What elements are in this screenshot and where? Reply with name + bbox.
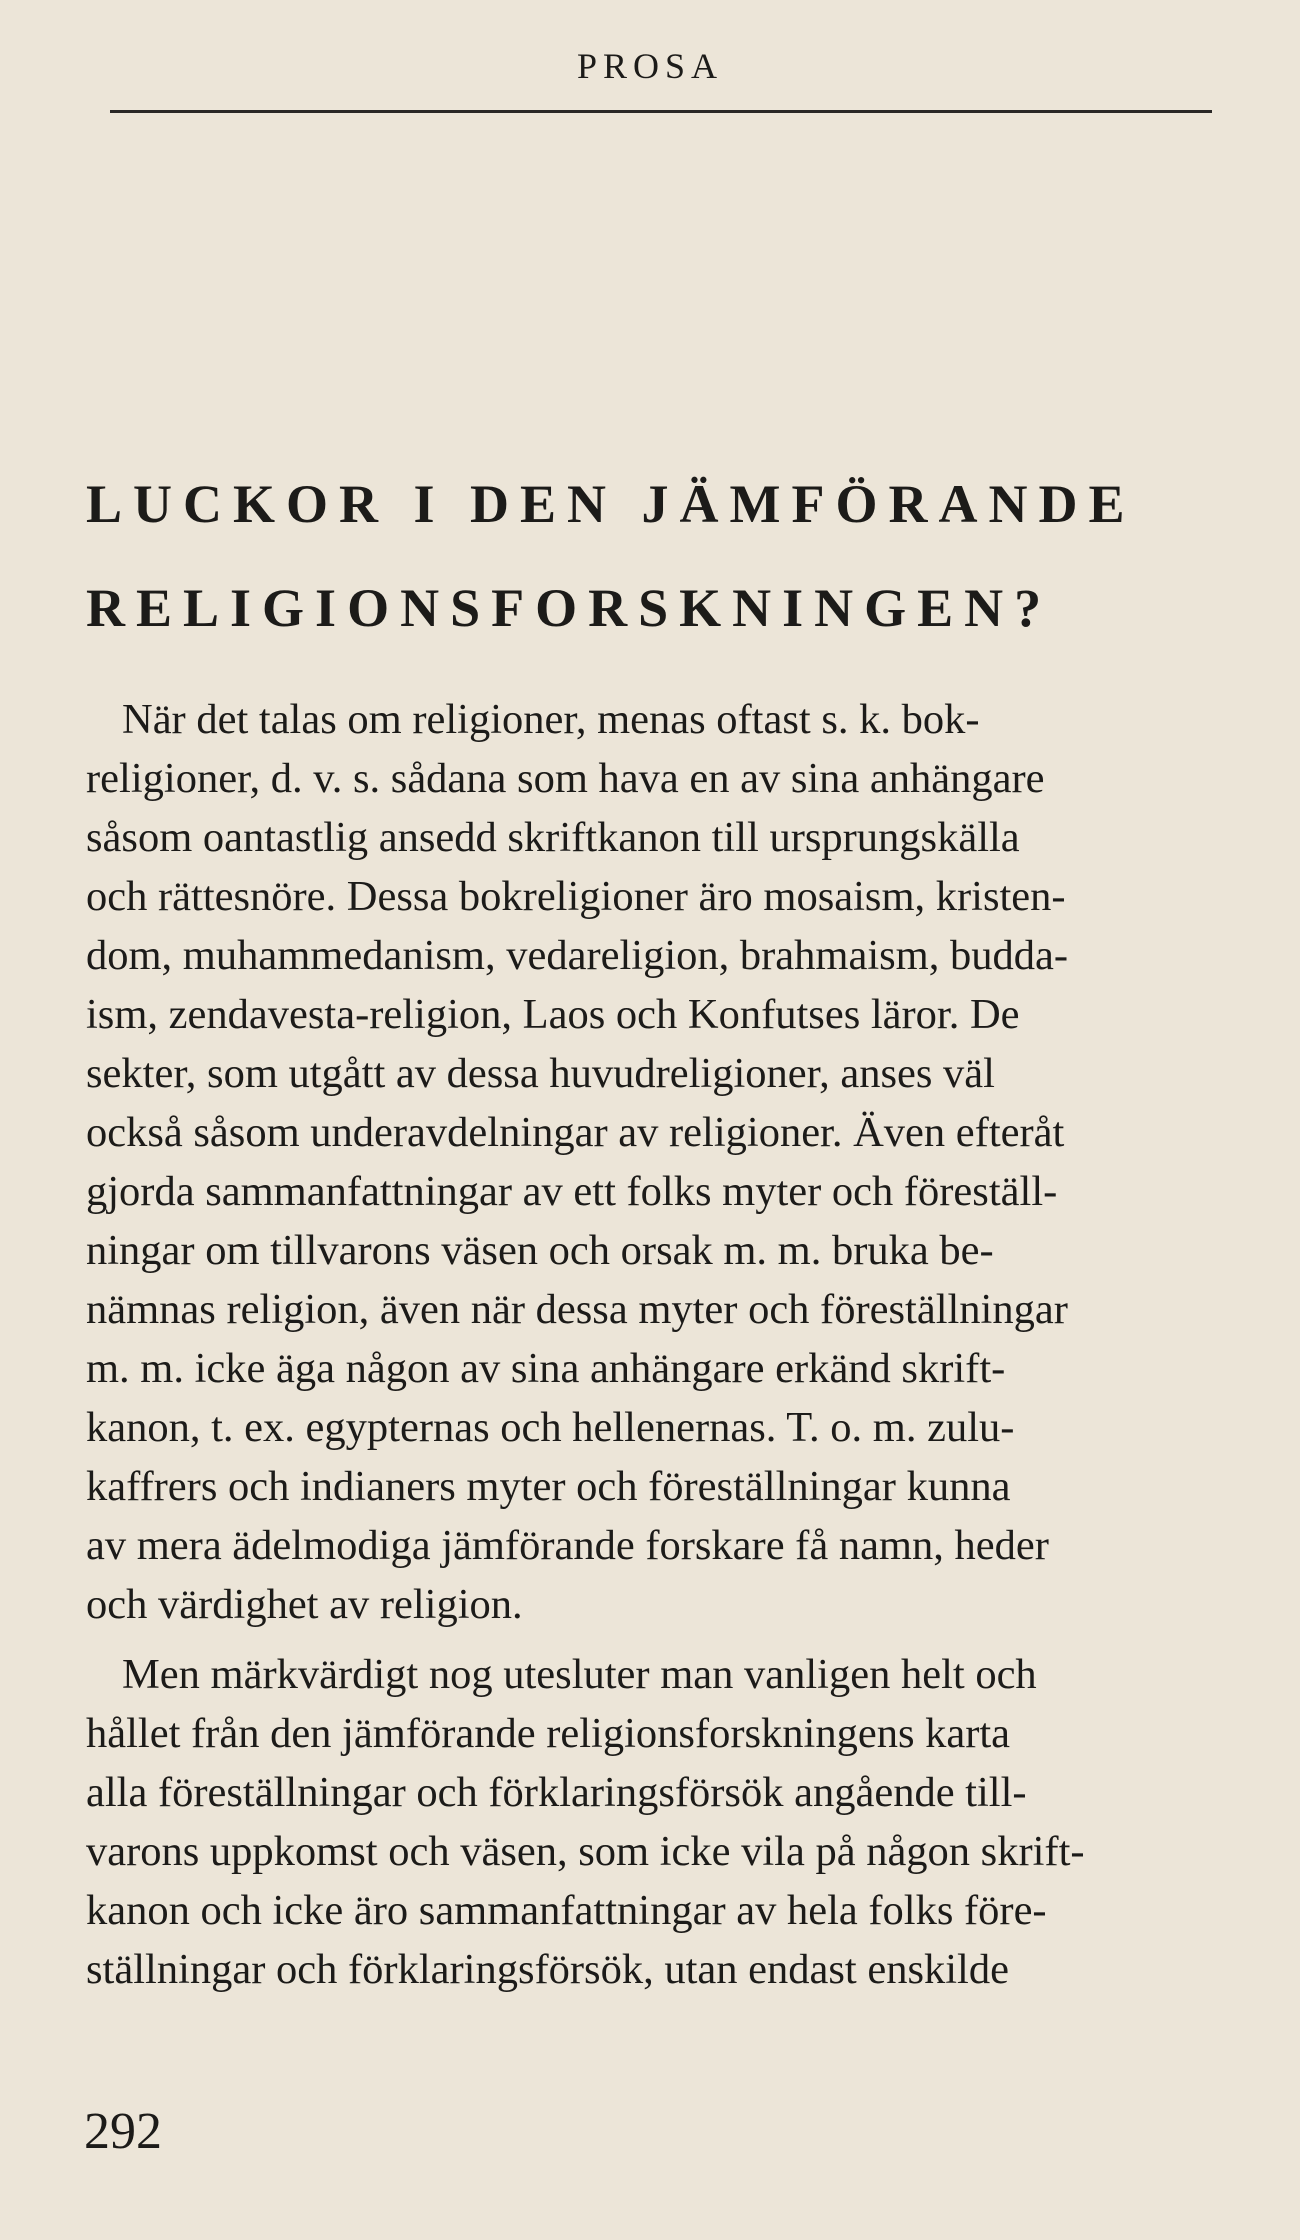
body-text (86, 690, 1214, 1999)
text-line: kanon och icke äro sammanfattningar av hela folks före- (86, 1887, 1047, 1934)
text-line: När det talas om religioner, menas oftast s. k. bok- (122, 696, 980, 743)
text-line: Men märkvärdigt nog utesluter man vanligen helt och (122, 1651, 1037, 1698)
article-title (86, 452, 1226, 660)
text-line: ism, zendavesta-religion, Laos och Konfutses läror. De (86, 991, 1020, 1038)
text-line: religioner, d. v. s. sådana som hava en av sina anhängare (86, 755, 1045, 802)
text-line: ningar om tillvarons väsen och orsak m. m. bruka be- (86, 1227, 994, 1274)
text-line: hållet från den jämförande religionsforskningens karta (86, 1710, 1011, 1757)
text-line: nämnas religion, även när dessa myter och föreställningar (86, 1286, 1068, 1333)
page-number: 292 (84, 2103, 162, 2160)
text-line: kaffrers och indianers myter och föreställningar kunna (86, 1463, 1011, 1510)
title-line: LUCKOR I DEN JÄMFÖRANDE (86, 474, 1136, 534)
text-line: m. m. icke äga någon av sina anhängare erkänd skrift- (86, 1345, 1006, 1392)
text-line: kanon, t. ex. egypternas och hellenernas. T. o. m. zulu- (86, 1404, 1015, 1451)
text-line: av mera ädelmodiga jämförande forskare få namn, heder (86, 1522, 1049, 1569)
header-rule (110, 110, 1212, 113)
running-head: PROSA (576, 46, 724, 86)
text-line: sekter, som utgått av dessa huvudreligioner, anses väl (86, 1050, 995, 1097)
text-line: och rättesnöre. Dessa bokreligioner äro mosaism, kristen- (86, 873, 1066, 920)
text-line: gjorda sammanfattningar av ett folks myter och föreställ- (86, 1168, 1058, 1215)
text-line: dom, muhammedanism, vedareligion, brahmaism, budda- (86, 932, 1069, 979)
text-line: alla föreställningar och förklaringsförsök angående till- (86, 1769, 1027, 1816)
text-line: såsom oantastlig ansedd skriftkanon till ursprungskälla (86, 814, 1020, 861)
text-line: ställningar och förklaringsförsök, utan endast enskilde (86, 1946, 1009, 1993)
text-line: också såsom underavdelningar av religioner. Även efteråt (86, 1109, 1065, 1156)
text-line: varons uppkomst och väsen, som icke vila på någon skrift- (86, 1828, 1085, 1875)
text-line: och värdighet av religion. (86, 1581, 523, 1628)
title-line: RELIGIONSFORSKNINGEN? (86, 578, 1053, 638)
